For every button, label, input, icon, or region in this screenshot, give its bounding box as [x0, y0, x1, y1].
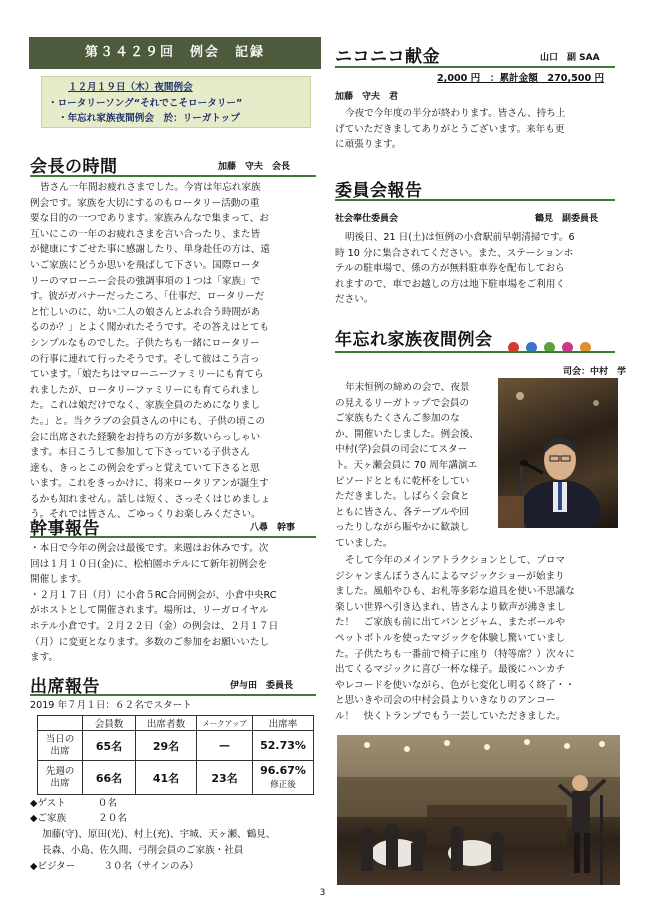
- text-line: 年末恒例の締めの会で、夜景: [345, 382, 470, 393]
- text-line: の行事に連れて行ったそうです。そして彼はこう言っ: [30, 353, 260, 365]
- text-line: ます。: [30, 652, 59, 664]
- text-line: 中村(学)会員の司会にてスター: [335, 444, 468, 456]
- text-line: と思いきや司会の中村会員よりいきなりのアンコー: [335, 695, 556, 707]
- table-row: [38, 731, 314, 761]
- text-line: か、開催いたしました。例会後、: [335, 428, 479, 440]
- text-line: ていました。: [335, 537, 393, 549]
- family-names-2: 長森、小島、佐久間、弓削会員のご家族・社員: [42, 845, 244, 856]
- text-line: た！ ご家族も前に出てパンとジャム、またボールや: [335, 617, 566, 629]
- party-mc: 司会：中村 学: [563, 367, 627, 377]
- agenda-song: ・ロータリーソング“それでこそロータリー”: [48, 97, 243, 109]
- text-line: 時 10 分に集合されてください。また、ステーションホ: [335, 247, 574, 259]
- header-rate: 出席率: [253, 716, 314, 731]
- text-line: 出てくるマジックに喜び一杯な様子。最後にハンカチ: [335, 664, 566, 676]
- nikoniko-text: [335, 106, 617, 153]
- text-line: るかも知れません。話しは短く、さっそくはじめましょ: [30, 493, 271, 505]
- row-label: 先週の 出席: [38, 761, 83, 795]
- agenda-date: １２月１９日（木）夜間例会: [68, 82, 193, 93]
- makeup-cell: —: [197, 731, 253, 761]
- text-line: 回は１月１０日(金)に、松柏園ホテルにて新年初例会を: [30, 558, 268, 570]
- text-line: ただきました。しばらく会食と: [335, 491, 470, 503]
- text-line: 明後日、21 日(土)は恒例の小倉駅前早朝清掃です。6: [345, 232, 575, 243]
- attendance-rule: [30, 694, 316, 696]
- committee-byline: 鶴見 副委員長: [535, 214, 599, 224]
- text-line: う。それでは皆さん、ごゆっくりお楽しみください。: [30, 509, 261, 521]
- party-intro-text: [335, 380, 495, 552]
- text-line: います。これをきっかけに、将来ロータリアンが誕生す: [30, 478, 269, 490]
- text-line: ています。「娘たちはマローニーファミリーにも育てら: [30, 369, 264, 381]
- present-cell: 29名: [136, 731, 197, 761]
- present-cell: 41名: [136, 761, 197, 795]
- agenda-box: [41, 76, 311, 128]
- text-line: た。」と。当クラブの会員さんの中にも、子供の頃この: [30, 415, 266, 427]
- text-line: れますので、車でお越しの方は地下駐車場をご利用く: [335, 278, 566, 290]
- committee-sub: 社会奉仕委員会: [335, 214, 399, 224]
- text-line: ご家族もたくさんご参加のな: [335, 413, 460, 425]
- attendance-table: [37, 715, 314, 795]
- mc-photo: [498, 378, 618, 528]
- text-line: ・本日で今年の例会は最後です。来週はお休みです。次: [30, 543, 269, 554]
- header-blank: [38, 716, 83, 731]
- committee-heading: 委員会報告: [335, 181, 423, 201]
- text-line: やレコードを使いながら、色が七変化し明るく終了・・: [335, 679, 575, 691]
- family-names-1: 加藤(守)、原田(光)、村上(充)、宇城、天ヶ瀬、鶴見、: [42, 829, 276, 840]
- row-label: 当日の 出席: [38, 731, 83, 761]
- text-line: ホテル小倉です。２月２２日（金）の例会は、２月１７日: [30, 620, 279, 632]
- secretary-heading: 幹事報告: [30, 519, 100, 539]
- makeup-cell: 23名: [197, 761, 253, 795]
- text-line: と忙しいのに、幼い二人の娘さんとふれ合う時間があ: [30, 306, 261, 318]
- header-members: 会員数: [83, 716, 136, 731]
- text-line: 今夜で今年度の半分が終わります。皆さん、持ち上: [345, 108, 566, 119]
- magic-show-photo: [337, 735, 620, 885]
- secretary-text: [30, 541, 318, 666]
- agenda-event: ・年忘れ家族夜間例会 於：リーガトップ: [58, 113, 240, 124]
- rate-note: 修正後: [270, 779, 296, 790]
- attendance-heading: 出席報告: [30, 677, 100, 697]
- family-line: ◆ご家族 ２０名: [30, 813, 127, 824]
- nikoniko-heading: ニコニコ献金: [335, 47, 440, 67]
- text-line: いご家族にどうか思いを飛ばして下さい。国際ロータ: [30, 259, 261, 271]
- text-line: （月）に変更となります。多数のご参加をお願いいたし: [30, 636, 270, 648]
- text-line: の見えるリーガトップで会員の: [335, 397, 470, 409]
- text-line: に頑張ります。: [335, 139, 402, 151]
- text-line: れましたが、ロータリーファミリーにも育てられまし: [30, 384, 260, 396]
- text-line: 達も、きっとこの例会をずっと覚えていて下さると思: [30, 462, 260, 474]
- text-line: ともに皆さん、各テーブルや回: [335, 506, 470, 518]
- committee-rule: [335, 199, 615, 201]
- text-line: 互いにこの一年のお疲れさまを言い合ったり、また皆: [30, 228, 261, 240]
- text-line: ル！ 快くトランプでもう一芸していただきました。: [335, 710, 566, 722]
- text-line: がホストとして開催されます。場所は、リーガロイヤル: [30, 605, 269, 617]
- banner-title: 第３４２９回 例会 記録: [84, 45, 265, 60]
- text-line: ペットボトルを使ったマジックを体験し驚いていまし: [335, 632, 566, 644]
- members-cell: 66名: [83, 761, 136, 795]
- text-line: ジシャンまんぼうさんによるマジックショーが始まり: [335, 570, 565, 582]
- page-number: 3: [319, 888, 326, 898]
- ornaments-decoration: [508, 338, 598, 357]
- nikoniko-rule: [335, 66, 615, 68]
- text-line: ったりしながら賑やかに歓談し: [335, 522, 470, 534]
- text-line: ト。天ヶ瀬会員に 70 周年講演エ: [335, 459, 478, 471]
- rate-cell: 96.67% 修正後: [253, 761, 314, 795]
- secretary-byline: 八尋 幹事: [250, 523, 296, 533]
- text-line: ピソードとともに乾杯をしてい: [335, 475, 470, 487]
- attendance-byline: 伊与田 委員長: [230, 681, 294, 691]
- rate-cell: 52.73%: [253, 731, 314, 761]
- text-line: ました。風船やひも、お札等多彩な道具を使い不思議な: [335, 586, 575, 598]
- text-line: 楽しい世界へ引き込まれ、皆さんより歓声が沸きまし: [335, 601, 566, 613]
- visitor-line: ◆ビジター ３０名（サインのみ）: [30, 861, 199, 872]
- text-line: テルの駐車場で、係の方が無料駐車券を配布しておら: [335, 263, 565, 275]
- header-makeup: メークアップ: [197, 716, 253, 731]
- text-line: シンプルなものでした。子供たちも一緒にロータリー: [30, 337, 260, 349]
- meeting-record-banner: [29, 37, 321, 69]
- secretary-rule: [30, 536, 316, 538]
- magic-show-art: [337, 735, 620, 885]
- party-text: [335, 553, 618, 725]
- header-present: 出席者数: [136, 716, 197, 731]
- text-line: す。彼がガバナーだったころ、「仕事だ、ロータリーだ: [30, 291, 265, 303]
- president-rule: [30, 175, 316, 177]
- nikoniko-member: 加藤 守夫 君: [335, 92, 399, 102]
- members-cell: 65名: [83, 731, 136, 761]
- attendance-summary: 2019 年７月１日：６２名でスタート: [30, 700, 192, 711]
- text-line: リーのマローニー会長の強調事項の１つは「家族」で: [30, 275, 261, 287]
- text-line: が健康にすごせた事に感謝したり、単身赴任の方は、遠: [30, 244, 270, 256]
- text-line: た。これは娘だけでなく、家族全員のためになりまし: [30, 400, 261, 412]
- table-row: [38, 761, 314, 795]
- text-line: るのか？」とよく聞かれたそうです。その答えはとても: [30, 322, 270, 334]
- text-line: 開催します。: [30, 574, 87, 586]
- party-rule: [335, 351, 615, 353]
- text-line: 会に出席された経験をお持ちの方が多数いらっしゃい: [30, 431, 261, 443]
- text-line: 皆さん一年間お疲れさまでした。今宵は年忘れ家族: [40, 182, 261, 193]
- text-line: げていただきましてありがとうございます。来年も更: [335, 123, 565, 135]
- text-line: ・２月１７日（月）に小倉５RC合同例会が、小倉中央RC: [30, 589, 277, 601]
- text-line: 要な目的の一つであります。家族みんなで集まって、お: [30, 213, 269, 225]
- committee-text: [335, 230, 617, 308]
- text-line: た。子供たちも一番前で椅子に座り（特等席？）次々に: [335, 648, 575, 660]
- text-line: 例会です。家族を大切にするのもロータリー活動の重: [30, 197, 260, 209]
- nikoniko-amount: 2,000 円 ：累計金額 270,500 円: [437, 73, 605, 84]
- text-line: ださい。: [335, 294, 374, 306]
- party-heading: 年忘れ家族夜間例会: [335, 330, 493, 350]
- president-text: [30, 180, 318, 523]
- mc-photo-art: [498, 378, 618, 528]
- nikoniko-byline: 山口 副 SAA: [540, 53, 600, 63]
- president-byline: 加藤 守夫 会長: [218, 162, 291, 172]
- president-heading: 会長の時間: [30, 157, 118, 177]
- text-line: ます。本日こうして参加して下さっている子供さん: [30, 447, 250, 459]
- guest-line: ◆ゲスト ０名: [30, 798, 117, 809]
- text-line: そして今年のメインアトラクションとして、プロマ: [345, 555, 566, 566]
